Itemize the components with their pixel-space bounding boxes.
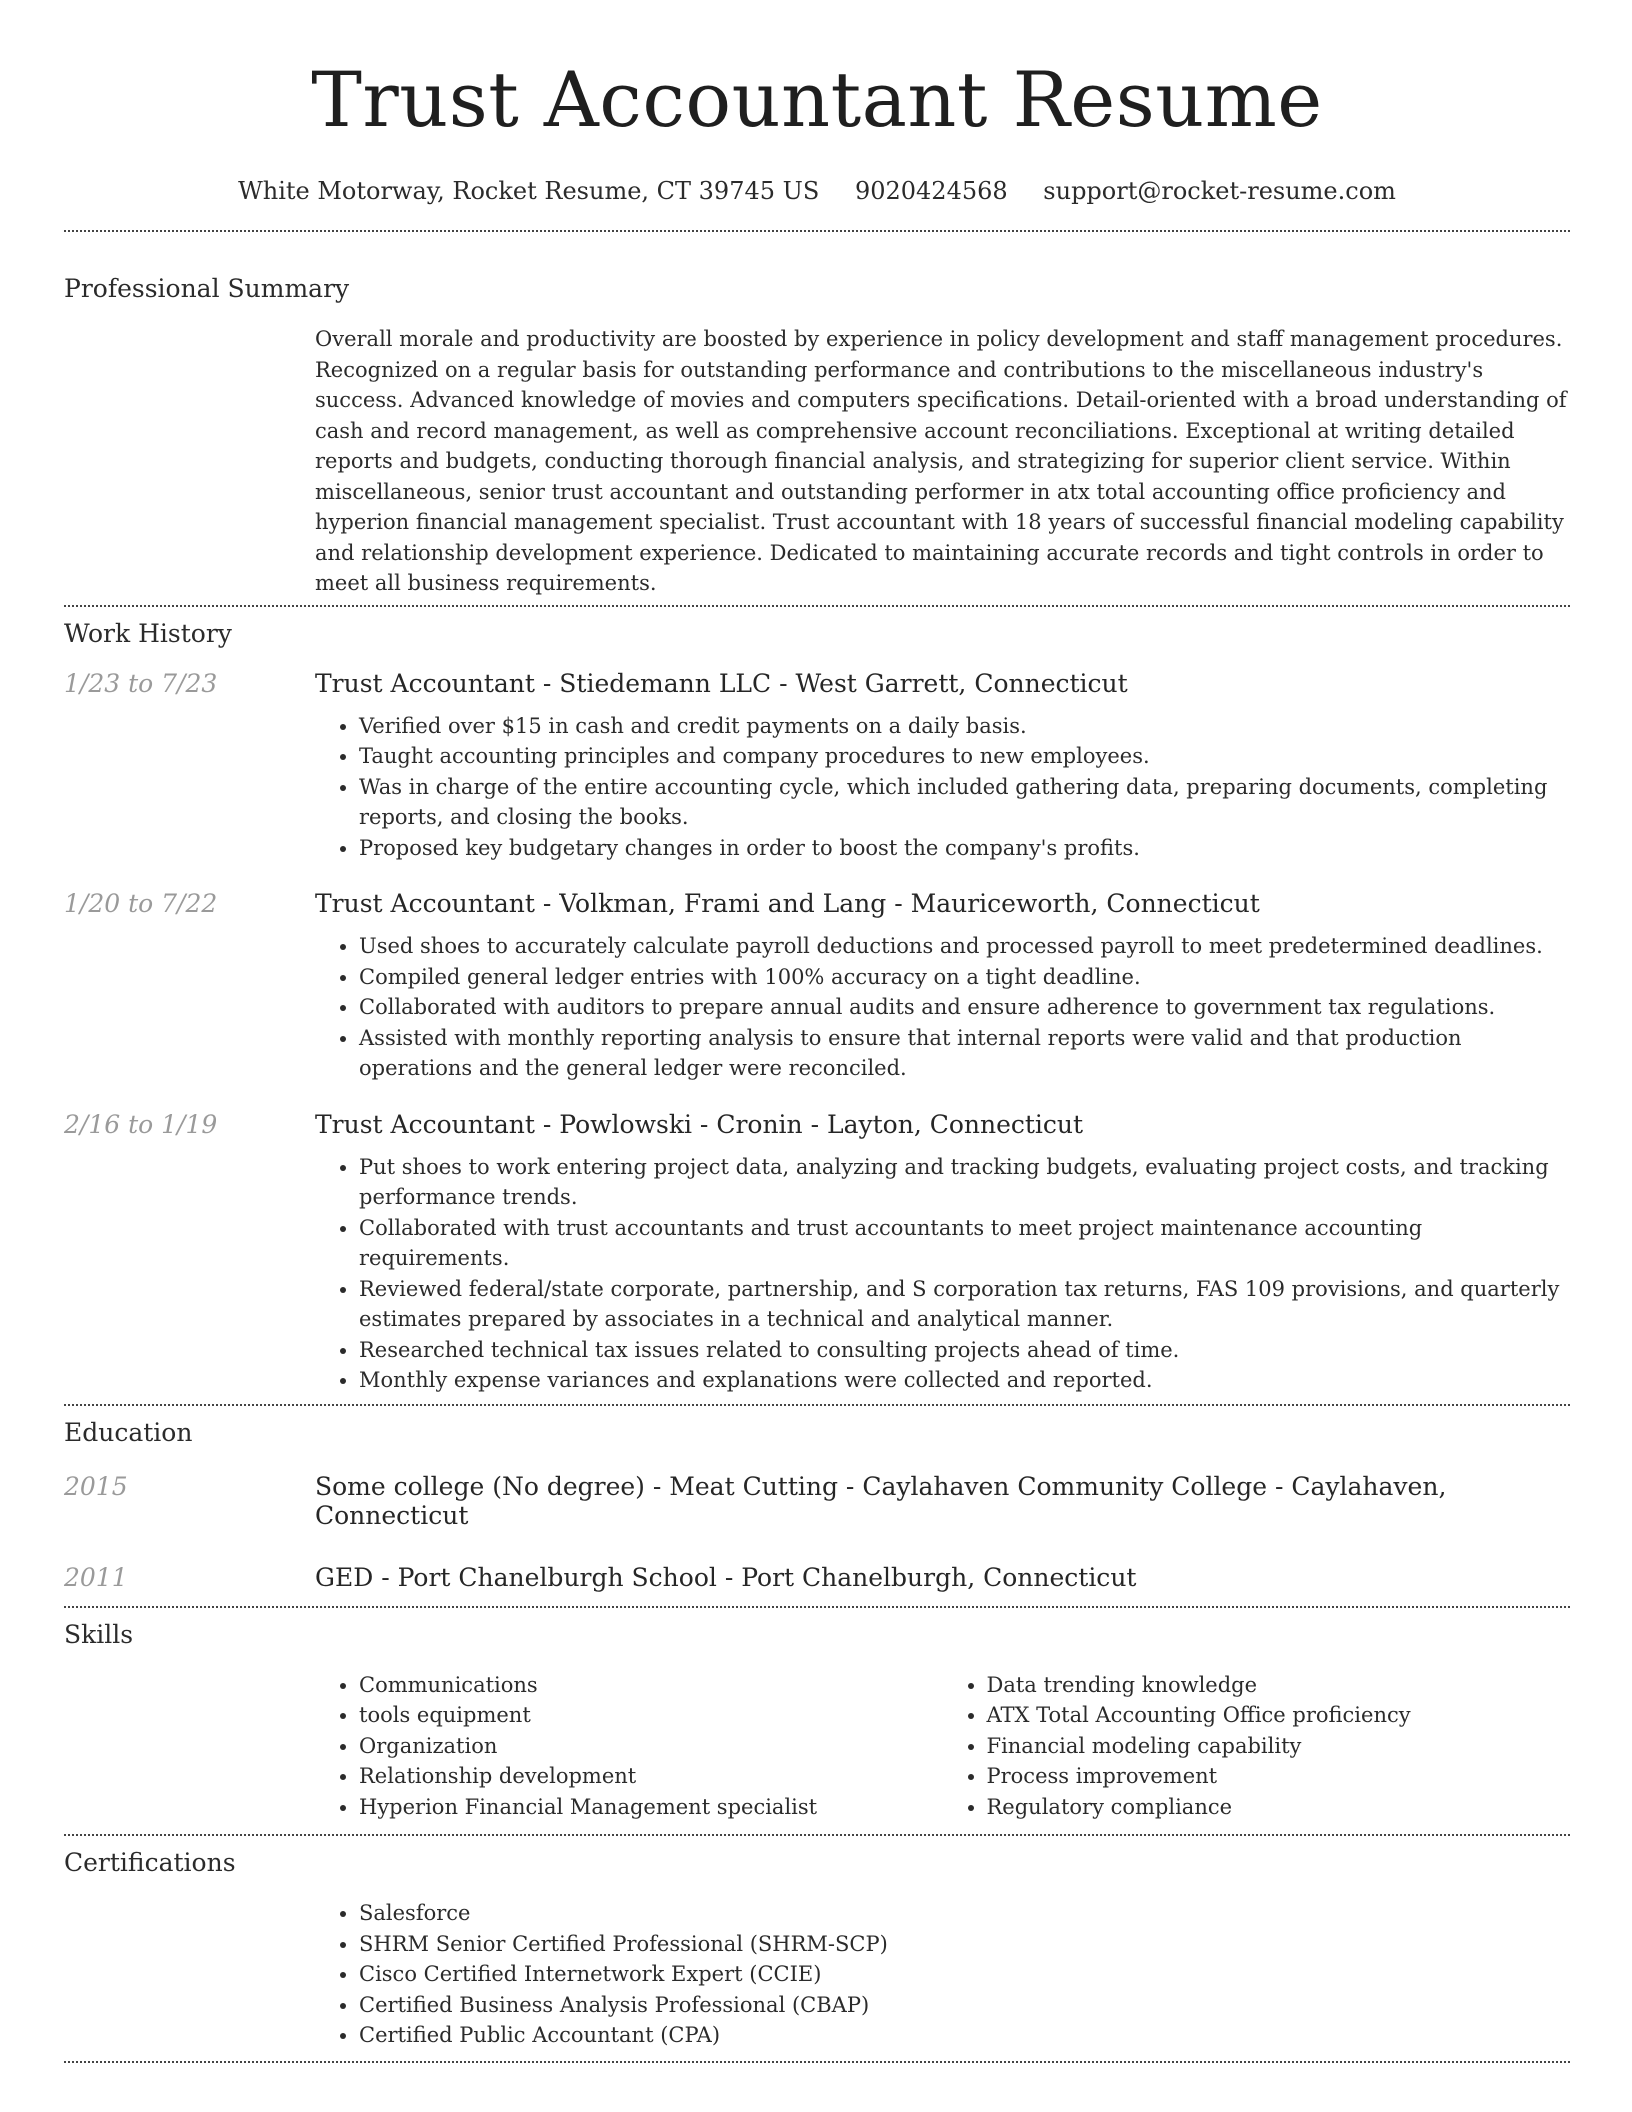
list-item: • Was in charge of the entire accounting cycle, which included gathering data, preparing documents, completing reports, and closing the books. bbox=[359, 772, 1570, 833]
education-year: 2015 bbox=[64, 1471, 128, 1501]
skill-item: • Process improvement bbox=[987, 1761, 1571, 1792]
divider bbox=[64, 1834, 1570, 1836]
job-entry bbox=[64, 1110, 1570, 1396]
list-item: • Monthly expense variances and explanations were collected and reported. bbox=[359, 1365, 1570, 1396]
skills-column-right bbox=[943, 1670, 1571, 1823]
certifications-list bbox=[315, 1898, 1570, 2051]
education-entry bbox=[64, 1563, 1570, 1592]
certification-item: • Certified Public Accountant (CPA) bbox=[359, 2020, 1570, 2051]
certifications-heading: Certifications bbox=[64, 1848, 236, 1877]
contact-line bbox=[64, 174, 1570, 208]
skill-item: • Communications bbox=[359, 1670, 943, 1701]
job-header bbox=[64, 669, 1570, 698]
job-bullets bbox=[315, 931, 1570, 1084]
list-item: • Collaborated with trust accountants and trust accountants to meet project maintenance accounting requirements. bbox=[359, 1213, 1570, 1274]
skill-item: • tools equipment bbox=[359, 1700, 943, 1731]
job-title: Trust Accountant - Stiedemann LLC - West Garrett, Connecticut bbox=[315, 668, 1128, 698]
job-title: Trust Accountant - Powlowski - Cronin - Layton, Connecticut bbox=[315, 1109, 1084, 1139]
divider bbox=[64, 605, 1570, 607]
job-bullets bbox=[315, 1152, 1570, 1396]
skill-item: • Organization bbox=[359, 1731, 943, 1762]
education-year: 2011 bbox=[64, 1562, 128, 1592]
list-item: • Taught accounting principles and company procedures to new employees. bbox=[359, 741, 1570, 772]
list-item: • Verified over $15 in cash and credit payments on a daily basis. bbox=[359, 711, 1570, 742]
certification-item: • Certified Business Analysis Professional (CBAP) bbox=[359, 1990, 1570, 2021]
job-bullets bbox=[315, 711, 1570, 864]
contact-email: support@rocket-resume.com bbox=[1043, 177, 1396, 205]
list-item: • Compiled general ledger entries with 100% accuracy on a tight deadline. bbox=[359, 962, 1570, 993]
list-item: • Collaborated with auditors to prepare annual audits and ensure adherence to government tax regulations. bbox=[359, 992, 1570, 1023]
skill-item: • Financial modeling capability bbox=[987, 1731, 1571, 1762]
contact-address: White Motorway, Rocket Resume, CT 39745 US bbox=[238, 177, 820, 205]
divider bbox=[64, 1404, 1570, 1406]
job-entry bbox=[64, 669, 1570, 864]
job-dates: 2/16 to 1/19 bbox=[64, 1109, 218, 1139]
skills-list bbox=[315, 1670, 1570, 1823]
list-item: • Researched technical tax issues related to consulting projects ahead of time. bbox=[359, 1335, 1570, 1366]
education-detail: Some college (No degree) - Meat Cutting - Caylahaven Community College - Caylahaven, Connecticut bbox=[315, 1471, 1447, 1530]
list-item: • Proposed key budgetary changes in order to boost the company's profits. bbox=[359, 833, 1570, 864]
skill-item: • Relationship development bbox=[359, 1761, 943, 1792]
work-history-heading: Work History bbox=[64, 618, 232, 648]
skill-item: • Regulatory compliance bbox=[987, 1792, 1571, 1823]
skill-item: • Hyperion Financial Management specialist bbox=[359, 1792, 943, 1823]
resume-title: Trust Accountant Resume bbox=[311, 55, 1323, 144]
list-item: • Put shoes to work entering project data, analyzing and tracking budgets, evaluating project costs, and tracking performance trends. bbox=[359, 1152, 1570, 1213]
education-detail: GED - Port Chanelburgh School - Port Chanelburgh, Connecticut bbox=[315, 1562, 1137, 1592]
summary-heading: Professional Summary bbox=[64, 274, 350, 303]
job-dates: 1/20 to 7/22 bbox=[64, 889, 218, 918]
skills-column-left bbox=[315, 1670, 943, 1823]
job-title: Trust Accountant - Volkman, Frami and Lang - Mauriceworth, Connecticut bbox=[315, 889, 1260, 918]
certification-item: • Cisco Certified Internetwork Expert (CCIE) bbox=[359, 1959, 1570, 1990]
education-heading: Education bbox=[64, 1417, 193, 1447]
job-header bbox=[64, 889, 1570, 918]
education-entry bbox=[64, 1472, 1570, 1530]
skills-heading: Skills bbox=[64, 1619, 134, 1649]
contact-phone: 9020424568 bbox=[854, 177, 1008, 205]
skill-item: • Data trending knowledge bbox=[987, 1670, 1571, 1701]
list-item: • Assisted with monthly reporting analysis to ensure that internal reports were valid and that production operations and the general ledger were reconciled. bbox=[359, 1023, 1570, 1084]
job-entry bbox=[64, 889, 1570, 1084]
summary-text: Overall morale and productivity are boosted by experience in policy development and staff management procedures. Recognized on a regular basis for outstanding performance and contributions to the miscellaneous industry's success. Advanced knowledge of movies and computers specifications. Detail-oriented with a broad understanding of cash and record management, as well as comprehensive account reconciliations. Exceptional at writing detailed reports and budgets, conducting thorough financial analysis, and strategizing for superior client service. Within miscellaneous, senior trust accountant and outstanding performer in atx total accounting office proficiency and hyperion financial management specialist. Trust accountant with 18 years of successful financial modeling capability and relationship development experience. Dedicated to maintaining accurate records and tight controls in order to meet all business requirements. bbox=[315, 327, 1567, 595]
divider bbox=[64, 230, 1570, 232]
job-header bbox=[64, 1110, 1570, 1139]
list-item: • Used shoes to accurately calculate payroll deductions and processed payroll to meet predetermined deadlines. bbox=[359, 931, 1570, 962]
divider bbox=[64, 1606, 1570, 1608]
skill-item: • ATX Total Accounting Office proficiency bbox=[987, 1700, 1571, 1731]
divider bbox=[64, 2061, 1570, 2063]
job-dates: 1/23 to 7/23 bbox=[64, 668, 218, 698]
list-item: • Reviewed federal/state corporate, partnership, and S corporation tax returns, FAS 109 provisions, and quarterly estimates prepared by associates in a technical and analytical manner. bbox=[359, 1274, 1570, 1335]
certification-item: • Salesforce bbox=[359, 1898, 1570, 1929]
certification-item: • SHRM Senior Certified Professional (SHRM-SCP) bbox=[359, 1929, 1570, 1960]
